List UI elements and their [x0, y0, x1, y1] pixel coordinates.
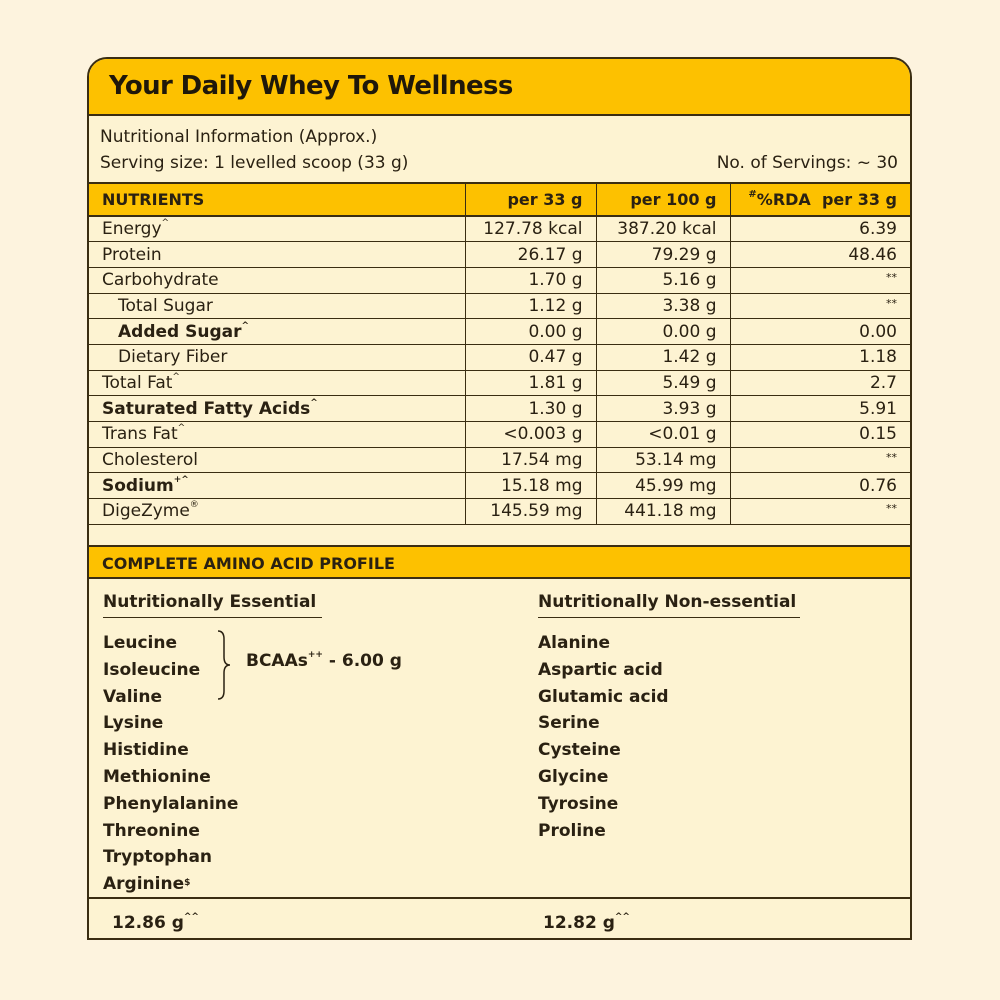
- nutrient-name-text: Trans Fat: [102, 424, 178, 445]
- nutrient-rda: 48.46: [730, 242, 910, 268]
- nutrient-footnote-mark: ^: [241, 320, 250, 331]
- table-row: [89, 396, 910, 422]
- nutrient-per100: 79.29 g: [596, 242, 730, 268]
- nutrient-name-text: Energy: [102, 219, 162, 240]
- table-row: [89, 267, 910, 293]
- nutrient-footnote-mark: ®: [189, 500, 199, 511]
- nutrient-name-text: Sodium: [102, 475, 174, 496]
- list-item: [538, 818, 800, 845]
- table-row: [89, 344, 910, 370]
- table-row: [89, 319, 910, 345]
- nutrient-per33: 0.47 g: [465, 344, 596, 370]
- nutrient-per100: 3.93 g: [596, 396, 730, 422]
- serving-size: Serving size: 1 levelled scoop (33 g): [100, 153, 409, 173]
- amino-acid-name: Aspartic acid: [538, 659, 663, 680]
- nutrient-rda: 6.39: [730, 216, 910, 242]
- amino-acid-name: Leucine: [103, 633, 178, 653]
- nutrient-per100: <0.01 g: [596, 422, 730, 448]
- bcaa-sup: ++: [307, 650, 323, 660]
- nutrient-per100: 387.20 kcal: [596, 216, 730, 242]
- nutrient-per100: 441.18 mg: [596, 499, 730, 525]
- nutrient-per100: 5.16 g: [596, 267, 730, 293]
- list-item: [103, 737, 322, 764]
- essential-title: Nutritionally Essential: [103, 592, 322, 618]
- nutrient-name: [89, 293, 465, 319]
- list-item: [103, 844, 322, 871]
- header-per-33g: per 33 g: [465, 183, 596, 216]
- arginine-footnote-mark: $: [184, 878, 191, 889]
- nutrient-per100: 3.38 g: [596, 293, 730, 319]
- list-item: [538, 630, 800, 657]
- nutrient-rda: **: [730, 499, 910, 525]
- table-row: [89, 370, 910, 396]
- nutrient-footnote-mark: ^: [310, 397, 318, 408]
- nutrient-rda: 0.76: [730, 473, 910, 499]
- essential-column: [103, 592, 322, 898]
- nutrient-rda: **: [730, 447, 910, 473]
- list-item: [538, 684, 800, 711]
- nutrient-per100: 45.99 mg: [596, 473, 730, 499]
- header-rda-text: %RDA per 33 g: [756, 190, 897, 209]
- nutrient-footnote-mark: ^: [172, 371, 180, 382]
- amino-acid-heading: [89, 545, 910, 579]
- nutrient-name: [89, 473, 465, 499]
- nutrient-rda: 5.91: [730, 396, 910, 422]
- nutrient-rda: 0.00: [730, 319, 910, 345]
- amino-acid-name: Phenylalanine: [103, 793, 239, 814]
- nutrient-rda: 0.15: [730, 422, 910, 448]
- nonessential-total: [543, 913, 630, 933]
- amino-acid-name: Glutamic acid: [538, 686, 669, 707]
- nutrient-per33: 1.81 g: [465, 370, 596, 396]
- nonessential-total-sup: ^^: [614, 912, 630, 922]
- nutrient-name: [89, 370, 465, 396]
- table-row: [89, 242, 910, 268]
- table-row: [89, 216, 910, 242]
- amino-acid-name: Arginine: [103, 874, 185, 895]
- nutrient-name: [89, 447, 465, 473]
- essential-total-value: 12.86 g: [112, 913, 184, 933]
- table-row: [89, 473, 910, 499]
- nonessential-title: Nutritionally Non-essential: [538, 592, 800, 618]
- nutrient-footnote-mark: ^: [177, 423, 186, 434]
- list-item: [538, 710, 800, 737]
- amino-acid-name: Tyrosine: [538, 793, 619, 814]
- header-nutrients: NUTRIENTS: [89, 183, 465, 216]
- nutrient-per33: 26.17 g: [465, 242, 596, 268]
- nonessential-list: [538, 630, 800, 844]
- list-item: [103, 764, 322, 791]
- nutrient-name-text: Added Sugar: [118, 321, 242, 342]
- nutrition-card: [87, 57, 912, 940]
- nutrient-name: [89, 319, 465, 345]
- amino-acid-name: Valine: [103, 686, 162, 707]
- nutrient-per33: 127.78 kcal: [465, 216, 596, 242]
- nutrient-per33: 1.70 g: [465, 267, 596, 293]
- table-row: [89, 447, 910, 473]
- nutrient-name: [89, 267, 465, 293]
- amino-acid-name: Tryptophan: [103, 847, 213, 868]
- nutrient-name-text: Carbohydrate: [102, 270, 219, 291]
- nutrient-per100: 53.14 mg: [596, 447, 730, 473]
- amino-acid-name: Methionine: [103, 766, 211, 787]
- nutrient-name: [89, 499, 465, 525]
- nutrient-per33: 15.18 mg: [465, 473, 596, 499]
- nutrient-per100: 1.42 g: [596, 344, 730, 370]
- nutrient-name-text: Dietary Fiber: [118, 347, 228, 368]
- amino-totals: [89, 897, 910, 938]
- list-item: [538, 737, 800, 764]
- nutrient-name: [89, 396, 465, 422]
- table-row: [89, 499, 910, 525]
- nutrient-per33: 0.00 g: [465, 319, 596, 345]
- header-rda: #%RDA per 33 g: [730, 183, 910, 216]
- nutrient-per33: <0.003 g: [465, 422, 596, 448]
- nutrient-per33: 145.59 mg: [465, 499, 596, 525]
- list-item: [103, 871, 322, 898]
- table-row: [89, 293, 910, 319]
- nutrient-per100: 5.49 g: [596, 370, 730, 396]
- bcaa-brace-icon: [216, 629, 232, 701]
- table-row: [89, 422, 910, 448]
- nutrients-table: [89, 182, 910, 525]
- nutrient-name: [89, 242, 465, 268]
- nutrient-per100: 0.00 g: [596, 319, 730, 345]
- nutrient-rda: **: [730, 267, 910, 293]
- nonessential-total-value: 12.82 g: [543, 913, 615, 933]
- bcaa-note: [246, 651, 402, 671]
- essential-total: [112, 913, 199, 933]
- nutrition-info-heading: Nutritional Information (Approx.): [100, 127, 378, 147]
- nutrient-name: [89, 422, 465, 448]
- list-item: [103, 791, 322, 818]
- list-item: [538, 764, 800, 791]
- servings-count: No. of Servings: ~ 30: [716, 153, 898, 173]
- amino-acid-name: Cysteine: [538, 740, 621, 761]
- nutrient-per33: 1.12 g: [465, 293, 596, 319]
- nutrient-name-text: DigeZyme: [102, 501, 190, 522]
- amino-acid-heading-text: COMPLETE AMINO ACID PROFILE: [102, 554, 395, 573]
- nutrient-footnote-mark: ^: [161, 218, 170, 229]
- amino-acid-name: Histidine: [103, 740, 189, 761]
- nutrient-footnote-mark: +^: [173, 474, 189, 485]
- list-item: [103, 684, 322, 711]
- amino-acid-name: Serine: [538, 713, 600, 734]
- amino-acid-name: Lysine: [103, 713, 164, 734]
- nutrient-rda: 2.7: [730, 370, 910, 396]
- amino-acid-name: Isoleucine: [103, 659, 201, 680]
- bcaa-value: - 6.00 g: [322, 651, 402, 671]
- nutrient-name: [89, 216, 465, 242]
- nutrient-name-text: Total Sugar: [118, 295, 213, 316]
- amino-acid-name: Threonine: [103, 820, 200, 841]
- nutrient-rda: **: [730, 293, 910, 319]
- nutrient-per33: 17.54 mg: [465, 447, 596, 473]
- nonessential-column: [538, 592, 800, 844]
- header-per-100g: per 100 g: [596, 183, 730, 216]
- nutrient-name: [89, 344, 465, 370]
- amino-acid-name: Proline: [538, 820, 606, 841]
- list-item: [538, 657, 800, 684]
- nutrient-per33: 1.30 g: [465, 396, 596, 422]
- title-banner: [89, 59, 910, 116]
- nutrient-name-text: Saturated Fatty Acids: [102, 398, 311, 419]
- nutrient-name-text: Total Fat: [102, 372, 173, 393]
- amino-acid-name: Glycine: [538, 766, 609, 787]
- nutrient-name-text: Protein: [102, 244, 162, 265]
- list-item: [538, 791, 800, 818]
- list-item: [103, 710, 322, 737]
- page-title: Your Daily Whey To Wellness: [109, 71, 513, 101]
- nutrient-name-text: Cholesterol: [102, 450, 198, 471]
- essential-total-sup: ^^: [183, 912, 199, 922]
- amino-acid-name: Alanine: [538, 633, 611, 653]
- list-item: [103, 818, 322, 845]
- bcaa-label: BCAAs: [246, 651, 308, 671]
- table-header-row: [89, 183, 910, 216]
- nutrient-rda: 1.18: [730, 344, 910, 370]
